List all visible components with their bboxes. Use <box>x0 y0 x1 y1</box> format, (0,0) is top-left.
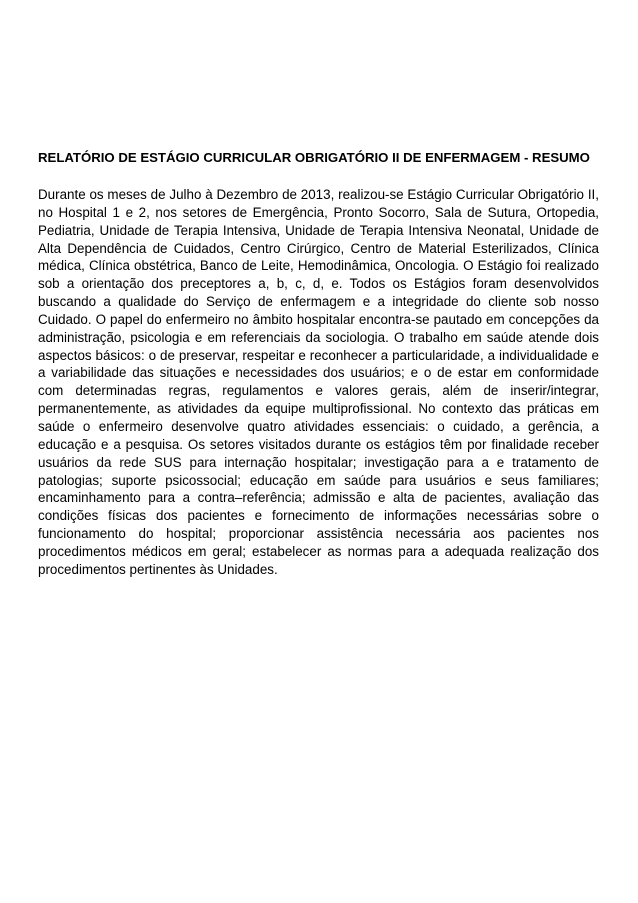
document-title: RELATÓRIO DE ESTÁGIO CURRICULAR OBRIGATÓRIO II DE ENFERMAGEM - RESUMO <box>38 150 590 165</box>
document-body-paragraph: Durante os meses de Julho à Dezembro de 2013, realizou-se Estágio Curricular Obrigatório II, no Hospital 1 e 2, nos setores de Emergência, Pronto Socorro, Sala de Sutura, Ortopedia, Pediatria, Unidade de Terapia Intensiva, Unidade de Terapia Intensiva Neonatal, Unidade de Alta Dependência de Cuidados, Centro Cirúrgico, Centro de Material Esterilizados, Clínica médica, Clínica obstétrica, Banco de Leite, Hemodinâmica, Oncologia. O Estágio foi realizado sob a orientação dos preceptores a, b, c, d, e. Todos os Estágios foram desenvolvidos buscando a qualidade do Serviço de enfermagem e a integridade do cliente sob nosso Cuidado. O papel do enfermeiro no âmbito hospitalar encontra-se pautado em concepções da administração, psicologia e em referenciais da sociologia. O trabalho em saúde atende dois aspectos básicos: o de preservar, respeitar e reconhecer a particularidade, a individualidade e a variabilidade das situações e necessidades dos usuários; e o de estar em conformidade com determinadas regras, regulamentos e valores gerais, além de inserir/integrar, permanentemente, as atividades da equipe multiprofissional. No contexto das práticas em saúde o enfermeiro desenvolve quatro atividades essenciais: o cuidado, a gerência, a educação e a pesquisa. Os setores visitados durante os estágios têm por finalidade receber usuários da rede SUS para internação hospitalar; investigação para a e tratamento de patologias; suporte psicossocial; educação em saúde para usuários e seus familiares; encaminhamento para a contra–referência; admissão e alta de pacientes, avaliação das condições físicas dos pacientes e fornecimento de informações necessárias sobre o funcionamento do hospital; proporcionar assistência necessária aos pacientes nos procedimentos médicos em geral; estabelecer as normas para a adequada realização dos procedimentos pertinentes às Unidades. <box>38 187 599 577</box>
